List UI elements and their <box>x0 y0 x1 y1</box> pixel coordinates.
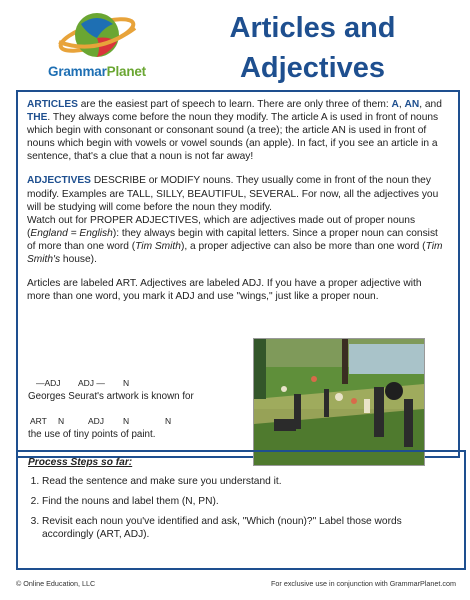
adjectives-keyword: ADJECTIVES <box>27 175 91 187</box>
steps-list <box>28 475 454 541</box>
title-line-1: Articles and <box>229 12 396 44</box>
step-item: 3. Revisit each noun you've identified and ask, "Which (noun)?" Label those words accordingly (ART, ADJ). <box>42 515 454 541</box>
steps-title: Process Steps so far: <box>28 457 133 468</box>
example-sentence-2: the use of tiny points of paint. <box>28 429 156 440</box>
planet-icon <box>57 6 137 64</box>
tag-noun-2: N <box>58 416 65 426</box>
lesson-box <box>16 90 460 458</box>
proper-adjectives-paragraph: Watch out for PROPER ADJECTIVES, which are adjectives made out of proper nouns (England = English): they always begin with capital letters. Since a proper noun can consist of more than one word (Tim Smith), a proper adjective can also be more than one word (Tim Smith's house). <box>27 214 443 266</box>
step-item: 2. Find the nouns and label them (N, PN). <box>42 495 454 508</box>
tag-art: ART <box>30 416 47 426</box>
step-item: 1. Read the sentence and make sure you understand it. <box>42 475 454 488</box>
process-steps-box <box>16 450 466 570</box>
example-tags-row-2 <box>28 413 238 429</box>
labeling-paragraph: Articles are labeled ART. Adjectives are labeled ADJ. If you have a proper adjective with more than one word, you mark it ADJ and use "wings," just like a proper noun. <box>27 278 422 303</box>
page-title <box>170 8 455 88</box>
adjectives-paragraph: ADJECTIVES DESCRIBE or MODIFY nouns. They usually come in front of the noun they modify. Examples are TALL, SILLY, BEAUTIFUL, SEVERAL. For now, all the adjectives you will be studying will come before the noun they modify. <box>27 175 439 213</box>
tag-adj-2: ADJ — <box>78 378 105 388</box>
tag-adj-1: —ADJ <box>36 378 61 388</box>
articles-paragraph: ARTICLES are the easiest part of speech to learn. There are only three of them: A, AN, and THE. They always come before the noun they modify. The article A is used in front of nouns which begin with consonant or consonant sound (a tree); the article AN is used in front of nouns which begin with vowels or vowel sounds (an apple). In fact, if you see an article in a sentence, that's a clue that a noun is not far away! <box>27 99 442 163</box>
footer-copyright: © Online Education, LLC <box>16 579 96 588</box>
tag-noun-1: N <box>123 378 130 388</box>
seurat-painting-image <box>253 338 425 466</box>
tag-adj-3: ADJ <box>88 416 105 426</box>
tag-noun-3: N <box>123 416 130 426</box>
title-line-2: Adjectives <box>239 52 386 84</box>
articles-keyword: ARTICLES <box>27 99 78 110</box>
logo-text: GrammarPlanet <box>48 64 146 79</box>
grammar-planet-logo <box>22 6 172 86</box>
example-sentence-1: Georges Seurat's artwork is known for <box>28 391 194 402</box>
labeled-example <box>28 375 238 443</box>
example-tags-row-1 <box>28 375 238 391</box>
footer-usage-note: For exclusive use in conjunction with GrammarPlanet.com <box>271 579 456 588</box>
tag-noun-4: N <box>165 416 172 426</box>
